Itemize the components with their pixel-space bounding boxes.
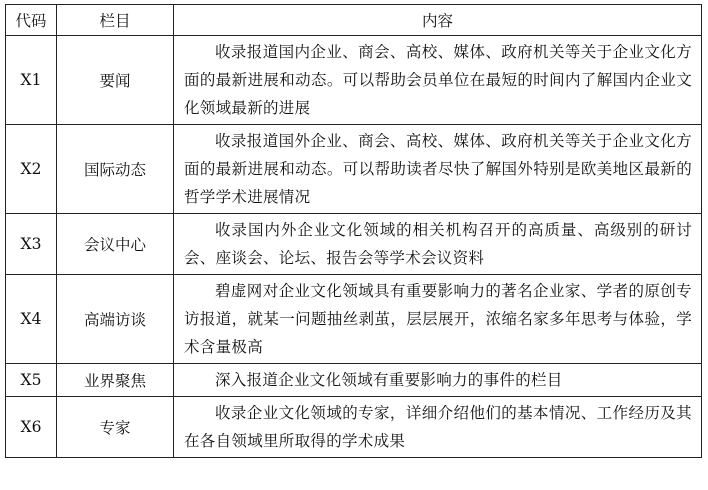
column-table xyxy=(5,4,702,458)
header-code: 代码 xyxy=(6,5,57,36)
table-row xyxy=(6,214,702,275)
row-content: 收录报道国外企业、商会、高校、媒体、政府机关等关于企业文化方面的最新进展和动态。可以帮助读者尽快了解国外特别是欧美地区最新的哲学学术进展情况 xyxy=(174,125,702,214)
row-content: 收录国内外企业文化领域的相关机构召开的高质量、高级别的研讨会、座谈会、论坛、报告会等学术会议资料 xyxy=(174,214,702,275)
row-column: 业界聚焦 xyxy=(57,364,174,397)
row-code: X1 xyxy=(6,36,57,125)
header-column: 栏目 xyxy=(57,5,174,36)
row-code: X2 xyxy=(6,125,57,214)
row-column: 高端访谈 xyxy=(57,275,174,364)
table-row xyxy=(6,36,702,125)
row-column: 会议中心 xyxy=(57,214,174,275)
row-content: 深入报道企业文化领域有重要影响力的事件的栏目 xyxy=(174,364,702,397)
header-content: 内容 xyxy=(174,5,702,36)
row-content: 碧虚网对企业文化领域具有重要影响力的著名企业家、学者的原创专访报道，就某一问题抽丝剥茧，层层展开，浓缩名家多年思考与体验，学术含量极高 xyxy=(174,275,702,364)
row-code: X4 xyxy=(6,275,57,364)
row-column: 要闻 xyxy=(57,36,174,125)
row-content: 收录企业文化领域的专家，详细介绍他们的基本情况、工作经历及其在各自领域里所取得的学术成果 xyxy=(174,397,702,458)
row-code: X3 xyxy=(6,214,57,275)
row-content: 收录报道国内企业、商会、高校、媒体、政府机关等关于企业文化方面的最新进展和动态。可以帮助会员单位在最短的时间内了解国内企业文化领域最新的进展 xyxy=(174,36,702,125)
table-row xyxy=(6,364,702,397)
row-code: X6 xyxy=(6,397,57,458)
row-code: X5 xyxy=(6,364,57,397)
table-row xyxy=(6,125,702,214)
table-header-row xyxy=(6,5,702,36)
table-row xyxy=(6,275,702,364)
row-column: 专家 xyxy=(57,397,174,458)
row-column: 国际动态 xyxy=(57,125,174,214)
table-row xyxy=(6,397,702,458)
